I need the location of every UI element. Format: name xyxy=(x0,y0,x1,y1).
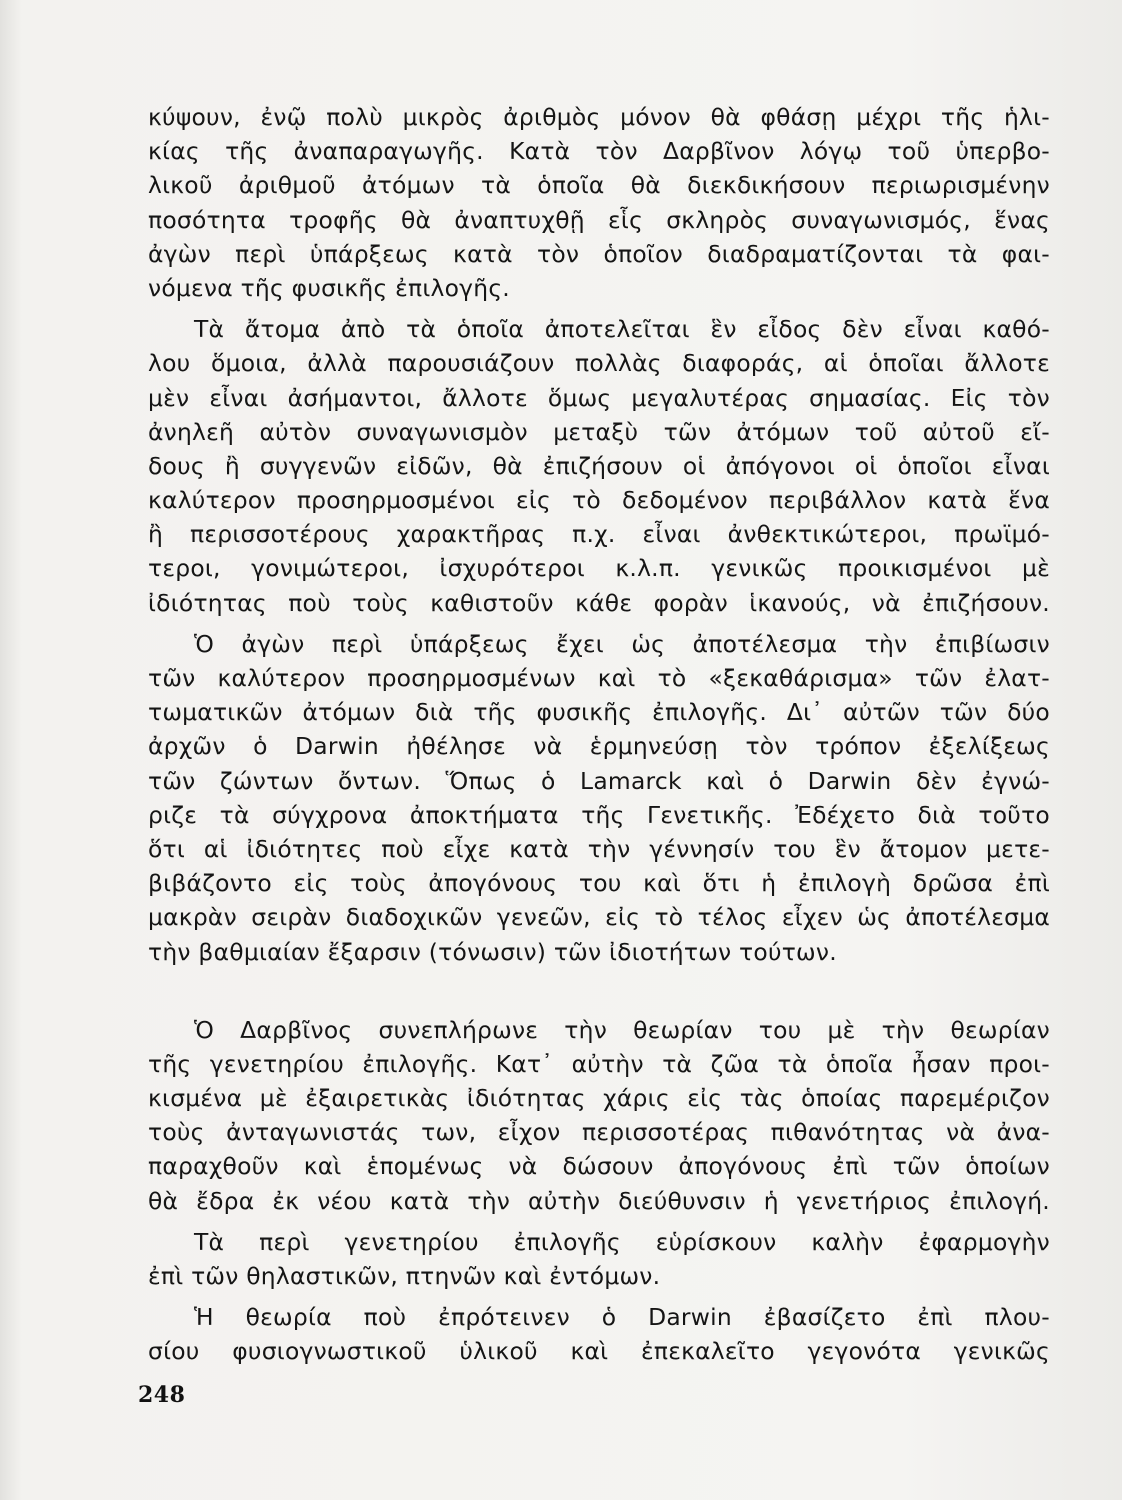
text-line: λικοῦ ἀριθμοῦ ἀτόμων τὰ ὁποῖα θὰ διεκδικήσουν περιωρισμένην xyxy=(148,171,1050,200)
text-line: δους ἢ συγγενῶν εἰδῶν, θὰ ἐπιζήσουν οἱ ἀπόγονοι οἱ ὁποῖοι εἶναι xyxy=(148,451,1050,480)
text-line: νόμενα τῆς φυσικῆς ἐπιλογῆς. xyxy=(148,273,510,302)
text-line: ἐπὶ τῶν θηλαστικῶν, πτηνῶν καὶ ἐντόμων. xyxy=(148,1262,661,1290)
page-number: 248 xyxy=(138,1382,186,1408)
text-line: θὰ ἔδρα ἐκ νέου κατὰ τὴν αὐτὴν διεύθυνσιν ἡ γενετήριος ἐπιλογή. xyxy=(148,1186,1050,1215)
paragraph-6 xyxy=(148,1300,1050,1368)
text-line: Τὰ περὶ γενετηρίου ἐπιλογῆς εὑρίσκουν καλὴν ἐφαρμογὴν xyxy=(194,1227,1050,1256)
text-line: Ὁ ἀγὼν περὶ ὑπάρξεως ἔχει ὡς ἀποτέλεσμα τὴν ἐπιβίωσιν xyxy=(194,629,1050,658)
text-line: παραχθοῦν καὶ ἑπομένως νὰ δώσουν ἀπογόνους ἐπὶ τῶν ὁποίων xyxy=(148,1152,1050,1181)
text-line: κύψουν, ἐνῷ πολὺ μικρὸς ἀριθμὸς μόνον θὰ φθάσῃ μέχρι τῆς ἡλι- xyxy=(148,103,1050,131)
text-line: τῶν ζώντων ὄντων. Ὅπως ὁ Lamarck καὶ ὁ Darwin δὲν ἐγνώ- xyxy=(148,766,1050,795)
text-line: ἀρχῶν ὁ Darwin ἠθέλησε νὰ ἑρμηνεύσῃ τὸν τρόπον ἐξελίξεως xyxy=(148,732,1050,761)
text-line: ἀνηλεῆ αὐτὸν συναγωνισμὸν μεταξὺ τῶν ἀτόμων τοῦ αὐτοῦ εἴ- xyxy=(148,417,1050,446)
text-line: ἢ περισσοτέρους χαρακτῆρας π.χ. εἶναι ἀνθεκτικώτεροι, πρωϊμό- xyxy=(148,520,1050,549)
paragraph-4 xyxy=(148,1013,1050,1218)
text-line: ὅτι αἱ ἰδιότητες ποὺ εἶχε κατὰ τὴν γέννησίν του ἓν ἄτομον μετε- xyxy=(148,834,1050,863)
paragraph-3 xyxy=(148,627,1050,969)
text-line: Ἡ θεωρία ποὺ ἐπρότεινεν ὁ Darwin ἐβασίζετο ἐπὶ πλου- xyxy=(194,1303,1050,1332)
text-line: ἰδιότητας ποὺ τοὺς καθιστοῦν κάθε φορὰν ἱκανούς, νὰ ἐπιζήσουν. xyxy=(148,588,1050,617)
text-line: Ὁ Δαρβῖνος συνεπλήρωνε τὴν θεωρίαν του μὲ τὴν θεωρίαν xyxy=(194,1015,1050,1044)
text-line: τῶν καλύτερον προσηρμοσμένων καὶ τὸ «ξεκαθάρισμα» τῶν ἐλατ- xyxy=(148,664,1050,692)
text-line: τοὺς ἀνταγωνιστάς των, εἶχον περισσοτέρας πιθανότητας νὰ ἀνα- xyxy=(148,1118,1050,1147)
text-line: βιβάζοντο εἰς τοὺς ἀπογόνους του καὶ ὅτι ἡ ἐπιλογὴ δρῶσα ἐπὶ xyxy=(148,869,1050,898)
text-line: μακρὰν σειρὰν διαδοχικῶν γενεῶν, εἰς τὸ τέλος εἶχεν ὡς ἀποτέλεσμα xyxy=(148,903,1050,932)
text-line: τωματικῶν ἀτόμων διὰ τῆς φυσικῆς ἐπιλογῆς. Δι᾽ αὐτῶν τῶν δύο xyxy=(148,698,1050,727)
text-line: τῆς γενετηρίου ἐπιλογῆς. Κατ᾽ αὐτὴν τὰ ζῶα τὰ ὁποῖα ἦσαν προι- xyxy=(148,1049,1050,1078)
paragraph-5 xyxy=(148,1225,1050,1293)
text-line: μὲν εἶναι ἀσήμαντοι, ἄλλοτε ὅμως μεγαλυτέρας σημασίας. Εἰς τὸν xyxy=(148,383,1050,412)
body-text xyxy=(148,100,1050,1369)
text-line: σίου φυσιογνωστικοῦ ὑλικοῦ καὶ ἐπεκαλεῖτο γεγονότα γενικῶς xyxy=(148,1337,1050,1366)
text-line: Τὰ ἄτομα ἀπὸ τὰ ὁποῖα ἀποτελεῖται ἓν εἶδος δὲν εἶναι καθό- xyxy=(194,315,1050,344)
paragraph-2 xyxy=(148,312,1050,620)
text-line: ποσότητα τροφῆς θὰ ἀναπτυχθῇ εἷς σκληρὸς συναγωνισμός, ἕνας xyxy=(148,205,1050,234)
text-line: τεροι, γονιμώτεροι, ἰσχυρότεροι κ.λ.π. γενικῶς προικισμένοι μὲ xyxy=(148,554,1050,583)
text-line: λου ὅμοια, ἀλλὰ παρουσιάζουν πολλὰς διαφοράς, αἱ ὁποῖαι ἄλλοτε xyxy=(148,349,1050,378)
text-line: καλύτερον προσηρμοσμένοι εἰς τὸ δεδομένον περιβάλλον κατὰ ἕνα xyxy=(148,486,1050,515)
text-line: κίας τῆς ἀναπαραγωγῆς. Κατὰ τὸν Δαρβῖνον λόγῳ τοῦ ὑπερβο- xyxy=(148,137,1050,166)
text-line: κισμένα μὲ ἐξαιρετικὰς ἰδιότητας χάρις εἰς τὰς ὁποίας παρεμέριζον xyxy=(148,1084,1050,1113)
paragraph-1 xyxy=(148,100,1050,305)
text-line: ἀγὼν περὶ ὑπάρξεως κατὰ τὸν ὁποῖον διαδραματίζονται τὰ φαι- xyxy=(148,239,1050,268)
text-line: ριζε τὰ σύγχρονα ἀποκτήματα τῆς Γενετικῆς. Ἐδέχετο διὰ τοῦτο xyxy=(148,800,1050,829)
text-line: τὴν βαθμιαίαν ἔξαρσιν (τόνωσιν) τῶν ἰδιοτήτων τούτων. xyxy=(148,937,837,966)
